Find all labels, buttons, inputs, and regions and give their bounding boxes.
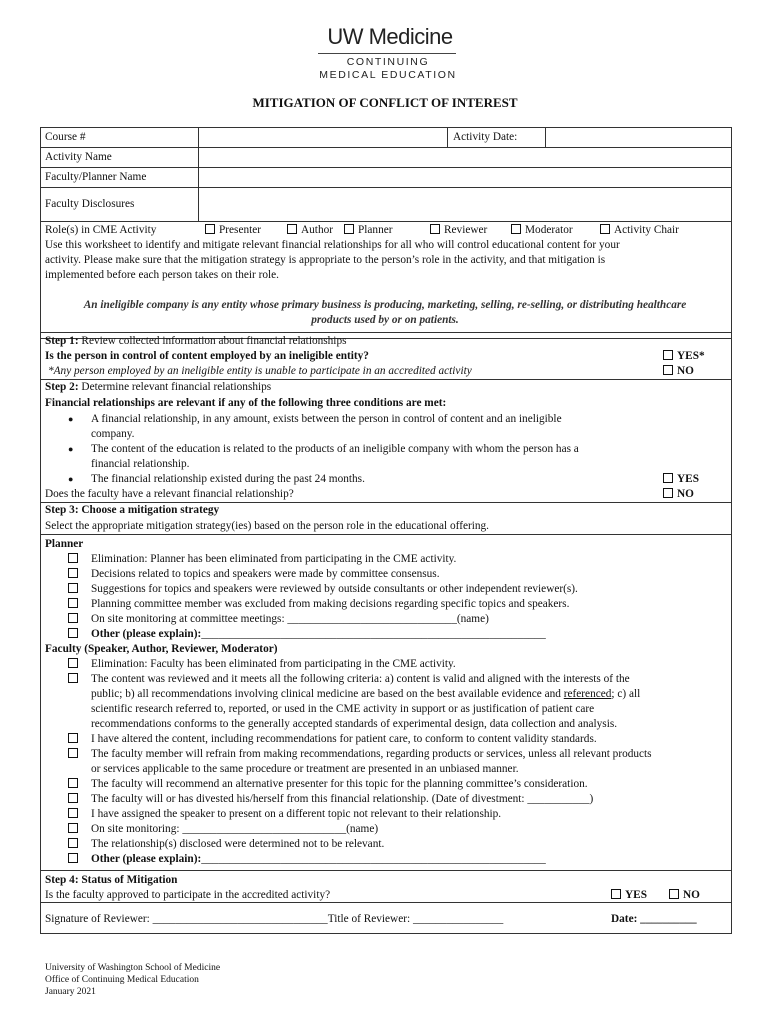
planner-elimination-checkbox[interactable]: [68, 552, 82, 566]
signature-line[interactable]: Signature of Reviewer: _______________________________Title of Reviewer: ________________: [45, 913, 504, 925]
bullet-icon: ●: [68, 444, 74, 454]
activity-name-label: Activity Name: [45, 151, 112, 163]
checkbox-icon: [430, 224, 440, 234]
faculty-different-topic-checkbox[interactable]: [68, 807, 82, 821]
faculty-divested-label: The faculty will or has divested his/herself from this financial relationship. (Date of divestment: ___________): [91, 793, 594, 805]
faculty-disclosures-field[interactable]: [199, 188, 730, 221]
step3-heading: Step 3: Choose a mitigation strategy: [45, 504, 220, 516]
step2-text: Determine relevant financial relationships: [81, 381, 272, 393]
criteria-text-end: ; c) all: [611, 688, 641, 700]
step1-text: Review collected information about financial relationships: [81, 335, 347, 347]
role-presenter-checkbox[interactable]: [205, 223, 261, 237]
page-title: MITIGATION OF CONFLICT OF INTEREST: [252, 95, 518, 110]
referenced-text: referenced: [563, 688, 612, 700]
role-moderator-label: Moderator: [525, 224, 573, 236]
planner-onsite-label: On site monitoring at committee meetings: ______________________________(name): [91, 613, 489, 625]
uw-medicine-logo: UW Medicine: [327, 24, 453, 49]
condition2-line2: financial relationship.: [91, 458, 190, 470]
step1-question: Is the person in control of content employed by an ineligible entity?: [45, 350, 369, 362]
planner-other-field[interactable]: [91, 627, 546, 641]
planner-outside-review-label: Suggestions for topics and speakers were reviewed by outside consultants or other independent reviewer(s).: [91, 583, 578, 595]
step1-yes-checkbox[interactable]: [663, 349, 705, 363]
planner-consensus-label: Decisions related to topics and speakers were made by committee consensus.: [91, 568, 440, 580]
step1-yes-label: YES*: [677, 350, 705, 362]
course-number-label: Course #: [45, 131, 86, 143]
checkbox-icon: [344, 224, 354, 234]
step2-no-label: NO: [677, 488, 694, 500]
step2-yes-checkbox[interactable]: [663, 472, 699, 486]
role-activity-chair-checkbox[interactable]: [600, 223, 679, 237]
checkbox-icon: [68, 838, 78, 848]
roles-label: Role(s) in CME Activity: [45, 224, 157, 236]
checkbox-icon: [68, 658, 78, 668]
role-moderator-checkbox[interactable]: [511, 223, 573, 237]
checkbox-icon: [663, 365, 673, 375]
logo-subtitle: [318, 56, 458, 82]
role-reviewer-label: Reviewer: [444, 224, 488, 236]
faculty-not-relevant-label: The relationship(s) disclosed were determined not to be relevant.: [91, 838, 385, 850]
intro-text-line3: implemented before each person takes on their role.: [45, 269, 280, 281]
intro-text-line2: activity. Please make sure that the mitigation strategy is appropriate to the person’s role in the activity, and that mitigation is: [45, 254, 606, 266]
condition1-line2: company.: [91, 428, 135, 440]
faculty-divested-checkbox[interactable]: [68, 792, 82, 806]
planner-other-label: Other (please explain):: [91, 628, 202, 640]
checkbox-icon: [68, 553, 78, 563]
planner-excluded-checkbox[interactable]: [68, 597, 82, 611]
checkbox-icon: [68, 748, 78, 758]
faculty-other-field[interactable]: [91, 852, 546, 866]
checkbox-icon: [287, 224, 297, 234]
faculty-onsite-label: On site monitoring: _____________________________(name): [91, 823, 379, 835]
faculty-different-topic-label: I have assigned the speaker to present on a different topic not relevant to their relationship.: [91, 808, 502, 820]
checkbox-icon: [68, 733, 78, 743]
checkbox-icon: [669, 889, 679, 899]
faculty-content-reviewed-line1: The content was reviewed and it meets all the following criteria: a) content is valid and aligned with the interests of the: [91, 673, 630, 685]
planner-excluded-label: Planning committee member was excluded from making decisions regarding specific topics and speakers.: [91, 598, 570, 610]
faculty-altered-content-label: I have altered the content, including recommendations for patient care, to conform to content validity standards.: [91, 733, 597, 745]
faculty-planner-name-label: Faculty/Planner Name: [45, 171, 147, 183]
course-number-field[interactable]: [199, 128, 446, 147]
checkbox-icon: [205, 224, 215, 234]
planner-consensus-checkbox[interactable]: [68, 567, 82, 581]
checkbox-icon: [68, 568, 78, 578]
checkbox-icon: [68, 583, 78, 593]
planner-other-blank: _____________________________________________________________: [201, 628, 546, 640]
footer: [45, 962, 220, 998]
step2-conditions-heading: Financial relationships are relevant if any of the following three conditions are met:: [45, 397, 447, 409]
footer-line3: January 2021: [45, 987, 96, 997]
checkbox-icon: [68, 823, 78, 833]
checkbox-icon: [68, 673, 78, 683]
faculty-altered-content-checkbox[interactable]: [68, 732, 82, 746]
logo-subtitle-line2: MEDICAL EDUCATION: [319, 69, 457, 81]
faculty-content-reviewed-line3: scientific research referred to, reported, or used in the CME activity in support or as justification of patient care: [91, 703, 595, 715]
faculty-elimination-label: Elimination: Faculty has been eliminated from participating in the CME activity.: [91, 658, 456, 670]
checkbox-icon: [663, 473, 673, 483]
checkbox-icon: [68, 808, 78, 818]
condition1-line1: A financial relationship, in any amount, exists between the person in control of content and an ineligible: [91, 413, 562, 425]
faculty-other-blank: _____________________________________________________________: [201, 853, 546, 865]
checkbox-icon: [600, 224, 610, 234]
faculty-elimination-checkbox[interactable]: [68, 657, 82, 671]
step4-yes-label: YES: [625, 889, 647, 901]
logo-divider: [318, 53, 456, 54]
checkbox-icon: [68, 628, 78, 638]
criteria-text: public; b) all recommendations involving clinical medicine are based on the best available evidence and: [91, 688, 564, 700]
faculty-onsite-checkbox[interactable]: [68, 822, 82, 836]
activity-date-field[interactable]: [546, 128, 730, 147]
faculty-content-reviewed-line2: [91, 687, 640, 701]
faculty-refrain-line2: or services applicable to the same procedure or treatment are presented in an unbiased manner.: [91, 763, 519, 775]
checkbox-icon: [611, 889, 621, 899]
step4-question: Is the faculty approved to participate in the accredited activity?: [45, 889, 331, 901]
footer-line1: University of Washington School of Medicine: [45, 963, 221, 973]
role-author-label: Author: [301, 224, 334, 236]
role-presenter-label: Presenter: [219, 224, 262, 236]
step2-heading: [45, 380, 271, 394]
faculty-heading: Faculty (Speaker, Author, Reviewer, Moderator): [45, 643, 278, 655]
role-planner-checkbox[interactable]: [344, 223, 393, 237]
faculty-refrain-line1: The faculty member will refrain from making recommendations, regarding products or services, unless all relevant products: [91, 748, 652, 760]
step4-no-label: NO: [683, 889, 700, 901]
planner-heading: Planner: [45, 538, 84, 550]
step4-yes-checkbox[interactable]: [611, 888, 647, 902]
planner-elimination-label: Elimination: Planner has been eliminated from participating in the CME activity.: [91, 553, 457, 565]
planner-other-checkbox[interactable]: [68, 627, 82, 641]
condition3: The financial relationship existed during the past 24 months.: [91, 473, 365, 485]
checkbox-icon: [663, 350, 673, 360]
faculty-alternative-presenter-label: The faculty will recommend an alternative presenter for this topic for the planning committee’s consideration.: [91, 778, 588, 790]
checkbox-icon: [68, 778, 78, 788]
activity-name-field[interactable]: [199, 148, 730, 167]
step1-label: Step 1:: [45, 335, 79, 347]
checkbox-icon: [511, 224, 521, 234]
step1-heading: [45, 334, 347, 348]
footer-line2: Office of Continuing Medical Education: [45, 975, 199, 985]
planner-outside-review-checkbox[interactable]: [68, 582, 82, 596]
faculty-not-relevant-checkbox[interactable]: [68, 837, 82, 851]
step2-no-checkbox[interactable]: [663, 487, 694, 501]
role-reviewer-checkbox[interactable]: [430, 223, 487, 237]
planner-onsite-checkbox[interactable]: [68, 612, 82, 626]
step2-label: Step 2:: [45, 381, 79, 393]
bullet-icon: ●: [68, 474, 74, 484]
faculty-disclosures-label: Faculty Disclosures: [45, 198, 135, 210]
step3-instructions: Select the appropriate mitigation strategy(ies) based on the person role in the educational offering.: [45, 520, 489, 532]
faculty-alternative-presenter-checkbox[interactable]: [68, 777, 82, 791]
role-activity-chair-label: Activity Chair: [614, 224, 679, 236]
faculty-other-checkbox[interactable]: [68, 852, 82, 866]
role-author-checkbox[interactable]: [287, 223, 333, 237]
checkbox-icon: [663, 488, 673, 498]
faculty-planner-name-field[interactable]: [199, 168, 730, 187]
ineligible-definition-line2: products used by or on patients.: [311, 314, 459, 326]
bullet-icon: ●: [68, 414, 74, 424]
checkbox-icon: [68, 853, 78, 863]
logo-subtitle-line1: CONTINUING: [346, 56, 430, 68]
step4-heading: Step 4: Status of Mitigation: [45, 874, 178, 886]
role-planner-label: Planner: [358, 224, 393, 236]
step4-no-checkbox[interactable]: [669, 888, 700, 902]
step2-yes-label: YES: [677, 473, 699, 485]
faculty-content-reviewed-checkbox[interactable]: [68, 672, 82, 686]
step1-note: *Any person employed by an ineligible entity is unable to participate in an accredited activity: [48, 365, 472, 377]
condition2-line1: The content of the education is related to the products of an ineligible company with whom the person has a: [91, 443, 579, 455]
step1-no-checkbox[interactable]: [663, 364, 694, 378]
date-line[interactable]: Date: __________: [611, 913, 697, 925]
step2-question: Does the faculty have a relevant financial relationship?: [45, 488, 294, 500]
checkbox-icon: [68, 598, 78, 608]
activity-date-label: Activity Date:: [453, 131, 518, 143]
intro-text-line1: Use this worksheet to identify and mitigate relevant financial relationships for all who will control educational content for your: [45, 239, 620, 251]
faculty-other-label: Other (please explain):: [91, 853, 202, 865]
faculty-content-reviewed-line4: recommendations conforms to the generally accepted standards of experimental design, data collection and analysis.: [91, 718, 618, 730]
faculty-refrain-checkbox[interactable]: [68, 747, 82, 761]
checkbox-icon: [68, 613, 78, 623]
checkbox-icon: [68, 793, 78, 803]
step1-no-label: NO: [677, 365, 694, 377]
ineligible-definition-line1: An ineligible company is any entity whose primary business is producing, marketing, selling, re-selling, or distributing healthcare: [83, 299, 687, 311]
